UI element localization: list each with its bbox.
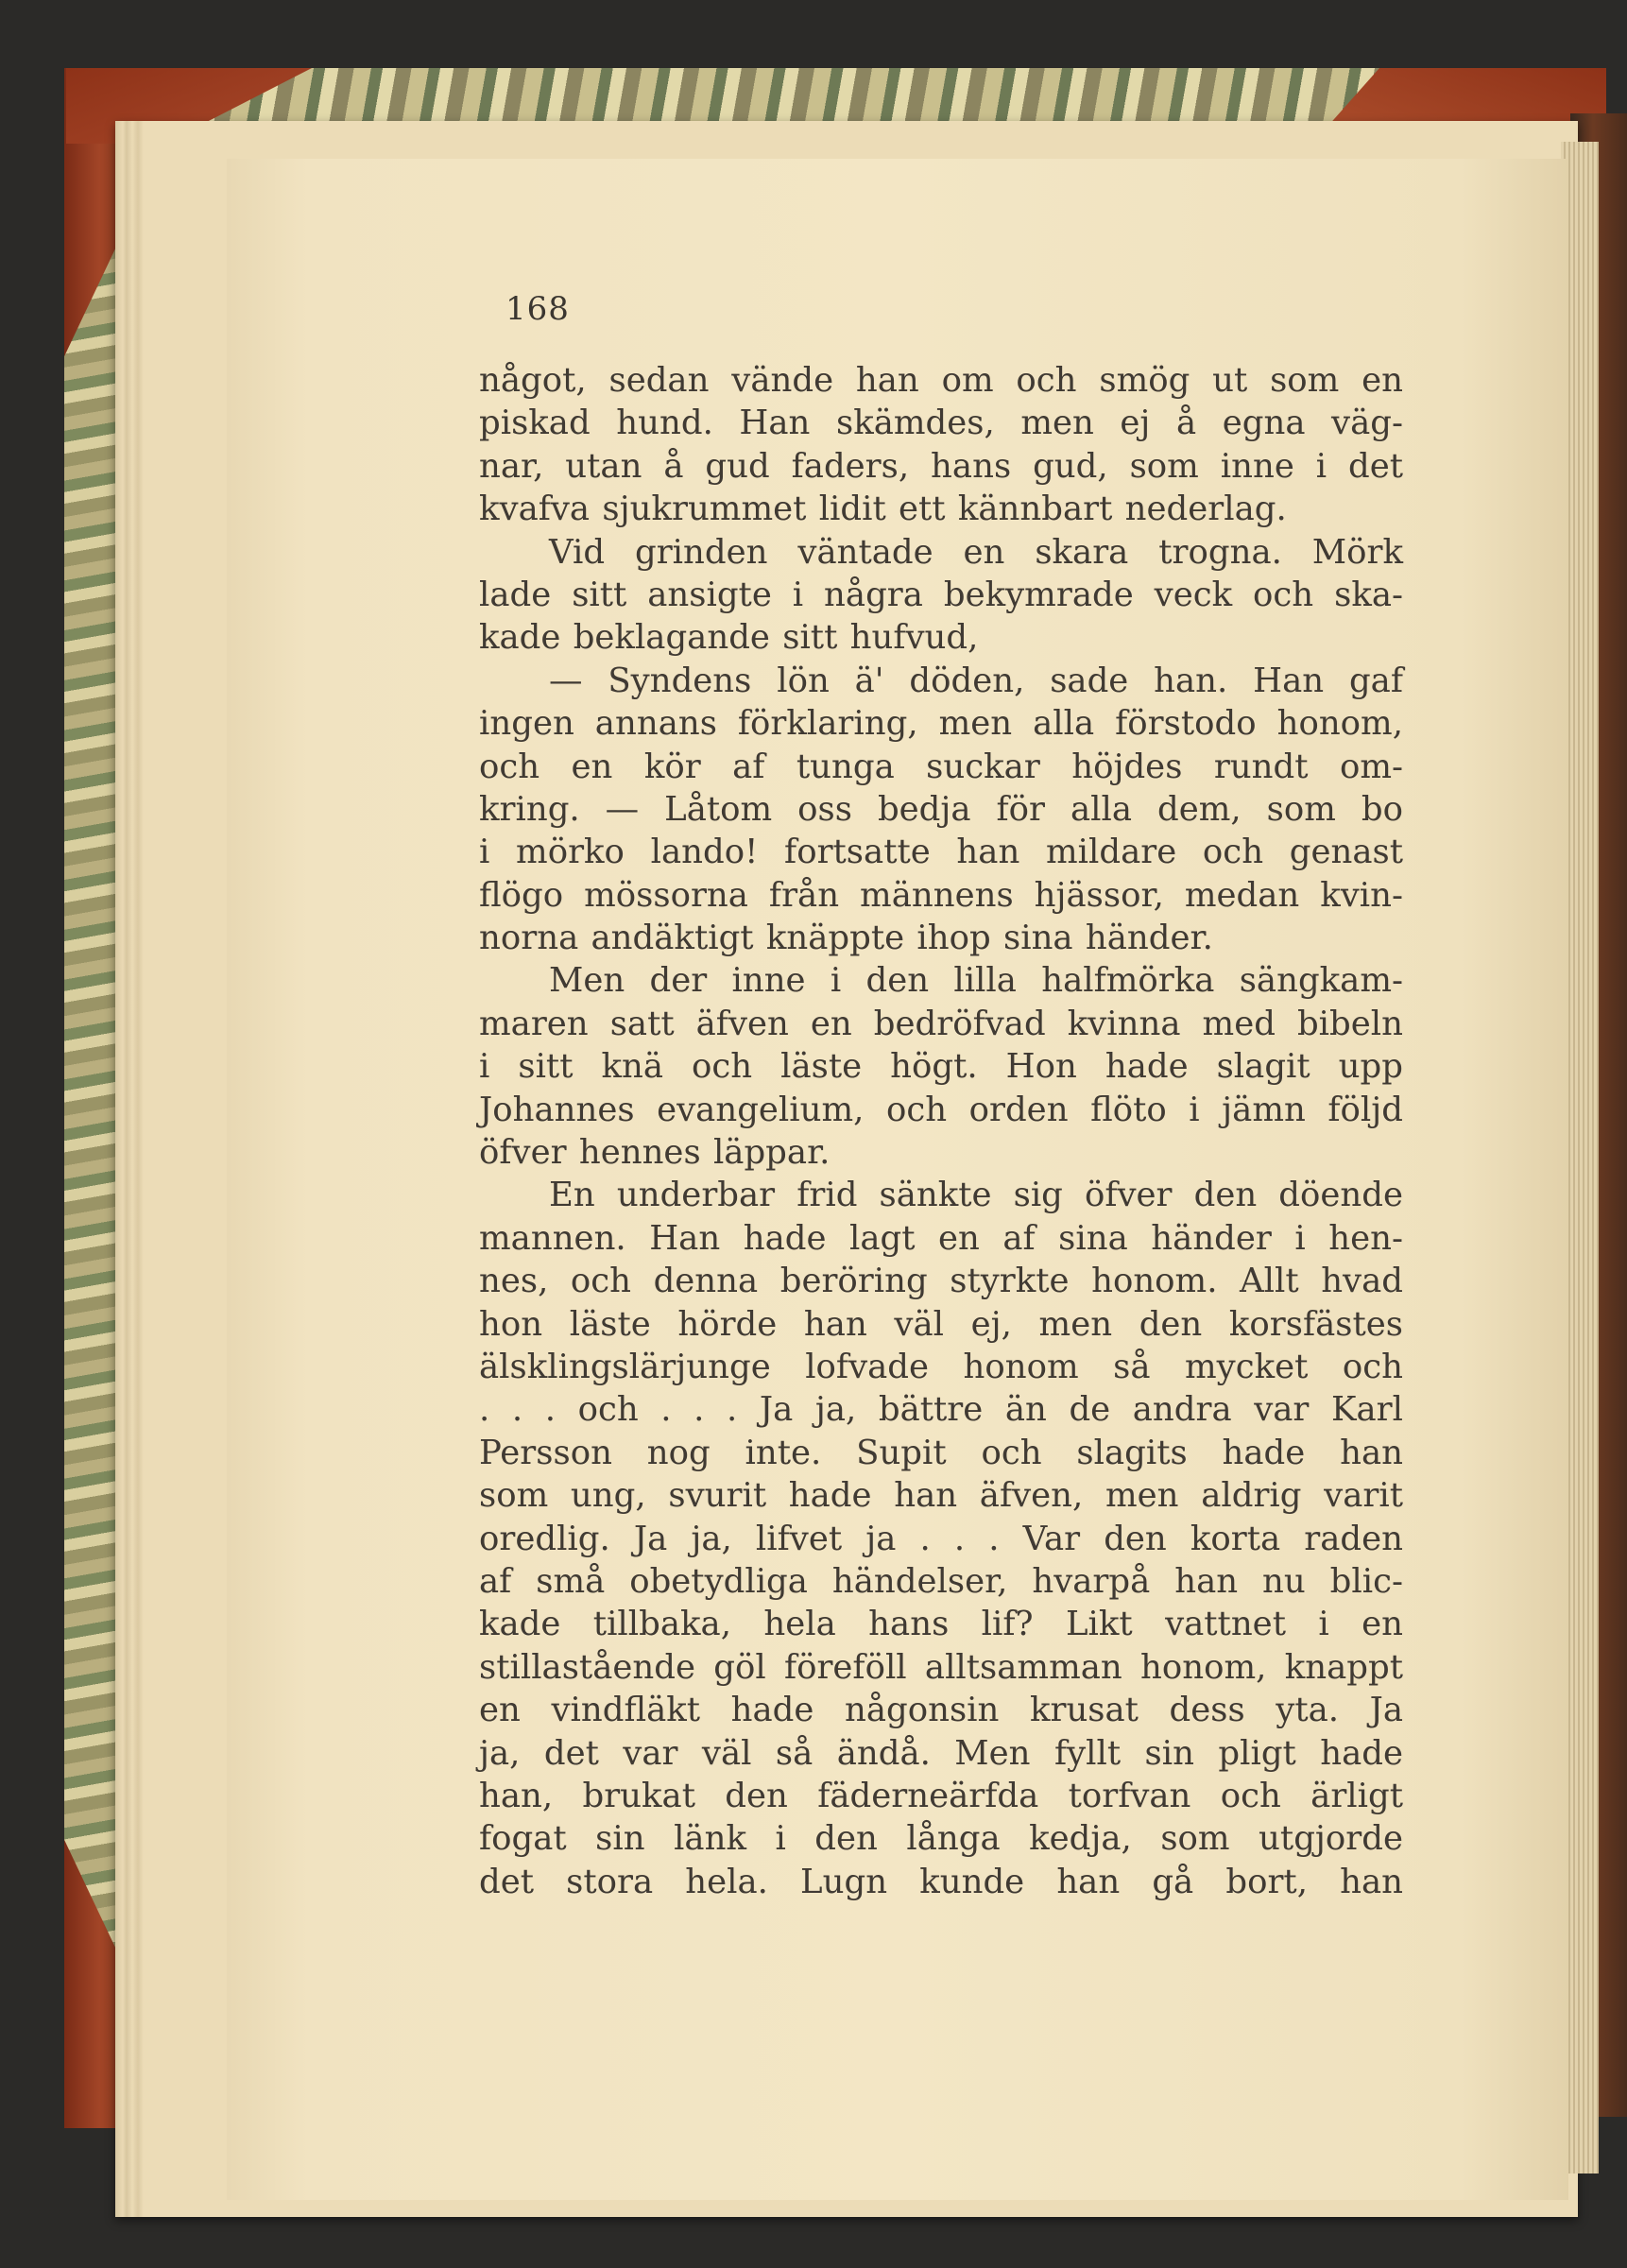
text-line: Johannes evangelium, och orden flöto i jämn följd [479, 1090, 1403, 1129]
text-line: ja, det var väl så ändå. Men fyllt sin pligt hade [479, 1733, 1403, 1773]
text-line: Persson nog inte. Supit och slagits hade han [479, 1433, 1403, 1472]
text-line: kade beklagande sitt hufvud, [479, 618, 979, 658]
text-line: i sitt knä och läste högt. Hon hade slagit upp [479, 1047, 1403, 1087]
text-line: han, brukat den fäderneärfda torfvan och ärligt [479, 1776, 1403, 1815]
text-line: af små obetydliga händelser, hvarpå han nu blic- [479, 1561, 1403, 1601]
text-line: flögo mössorna från männens hjässor, medan kvin- [479, 875, 1403, 915]
text-line: En underbar frid sänkte sig öfver den döende [549, 1176, 1403, 1215]
text-line: norna andäktigt knäppte ihop sina händer. [479, 919, 1213, 958]
text-line: kring. — Låtom oss bedja för alla dem, som bo [479, 789, 1403, 829]
text-line: maren satt äfven en bedröfvad kvinna med bibeln [479, 1004, 1403, 1043]
text-line: ingen annans förklaring, men alla förstodo honom, [479, 704, 1403, 744]
body-text [479, 359, 1403, 1903]
text-line: Vid grinden väntade en skara trogna. Mörk [549, 532, 1403, 572]
text-line: älsklingslärjunge lofvade honom så mycket och [479, 1347, 1403, 1386]
text-line: . . . och . . . Ja ja, bättre än de andra var Karl [479, 1390, 1403, 1430]
text-line: kade tillbaka, hela hans lif? Likt vattnet i en [479, 1605, 1403, 1644]
text-line: och en kör af tunga suckar höjdes rundt om- [479, 747, 1403, 786]
text-line: Men der inne i den lilla halfmörka sängkam- [549, 961, 1403, 1001]
text-line: lade sitt ansigte i några bekymrade veck och ska- [479, 575, 1403, 614]
text-line: hon läste hörde han väl ej, men den korsfästes [479, 1304, 1403, 1344]
text-line: nes, och denna beröring styrkte honom. Allt hvad [479, 1262, 1403, 1301]
text-line: kvafva sjukrummet lidit ett kännbart nederlag. [479, 490, 1287, 529]
text-line: i mörko lando! fortsatte han mildare och genast [479, 833, 1403, 872]
text-line: oredlig. Ja ja, lifvet ja . . . Var den korta raden [479, 1519, 1403, 1558]
text-line: en vindfläkt hade någonsin krusat dess yta. Ja [479, 1691, 1403, 1730]
text-line: nar, utan å gud faders, hans gud, som inne i det [479, 446, 1403, 486]
text-line: fogat sin länk i den långa kedja, som utgjorde [479, 1819, 1403, 1859]
text-line: det stora hela. Lugn kunde han gå bort, han [479, 1862, 1403, 1901]
text-line: öfver hennes läppar. [479, 1133, 831, 1173]
page-number: 168 [505, 290, 570, 328]
text-line: — Syndens lön ä' döden, sade han. Han gaf [549, 661, 1403, 700]
text-line: något, sedan vände han om och smög ut som en [479, 361, 1403, 400]
text-line: stillastående göl föreföll alltsamman honom, knappt [479, 1647, 1403, 1687]
text-line: piskad hund. Han skämdes, men ej å egna väg- [479, 404, 1403, 443]
text-line: som ung, svurit hade han äfven, men aldrig varit [479, 1476, 1403, 1516]
text-line: mannen. Han hade lagt en af sina händer i hen- [479, 1218, 1403, 1258]
